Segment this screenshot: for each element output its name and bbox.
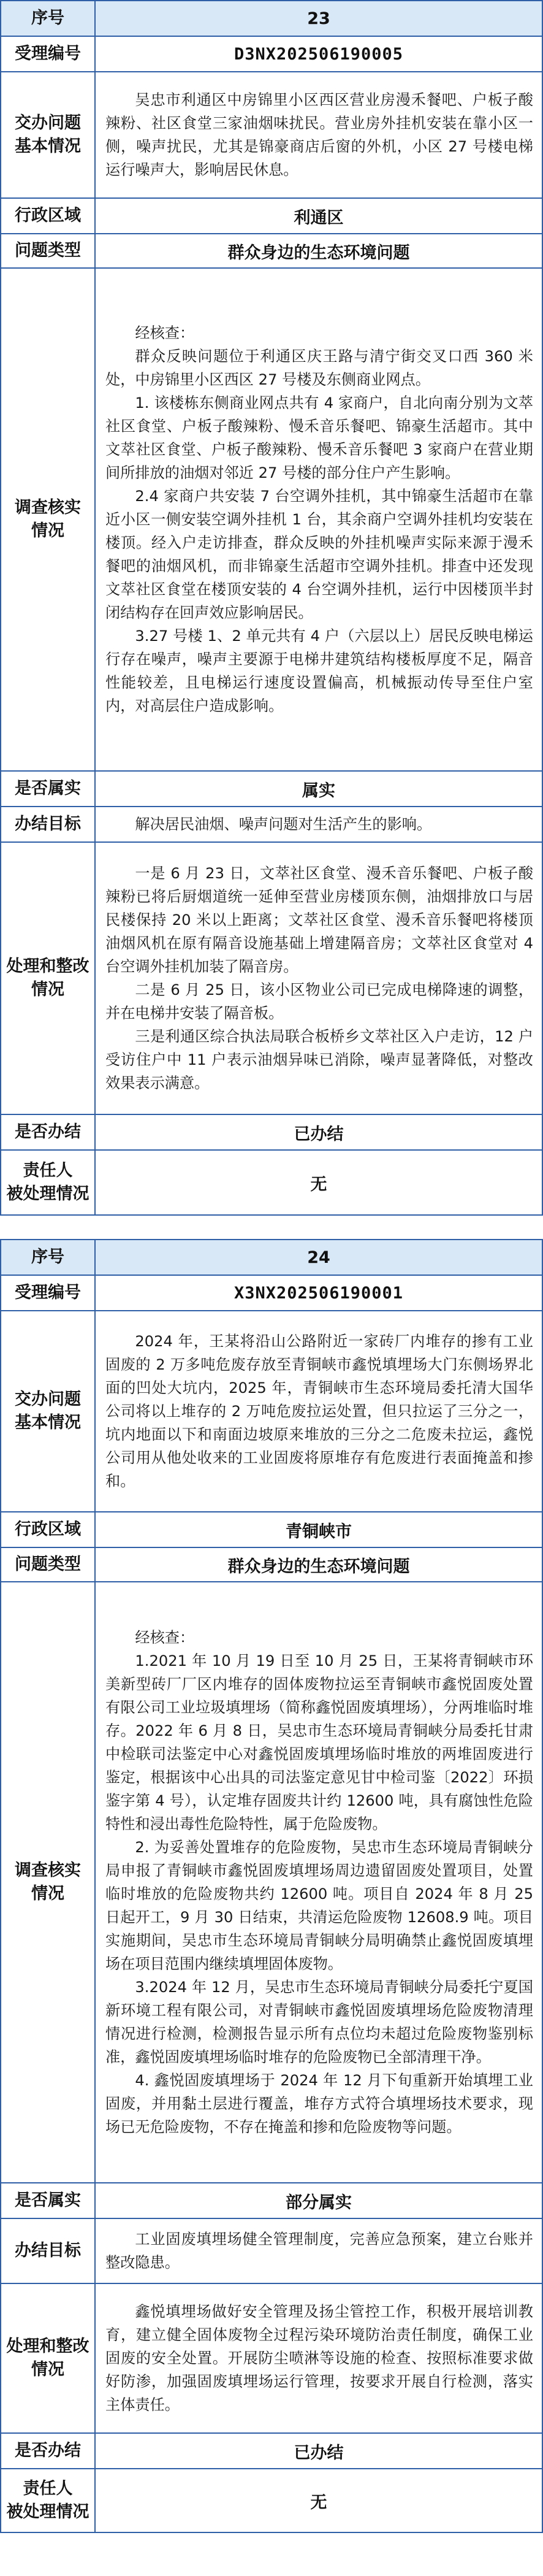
row-seq [1, 1240, 542, 1275]
goal-label: 办结目标 [1, 807, 95, 842]
type-label: 问题类型 [1, 234, 95, 268]
verify-label [1, 1582, 95, 2183]
done-label: 是否办结 [1, 1114, 95, 1150]
verify-paragraph: 群众反映问题位于利通区庆王路与清宁街交叉口西 360 米处，中房锦里小区西区 27 号楼及东侧商业网点。 [105, 348, 533, 388]
handle-value [95, 842, 542, 1114]
row-region [1, 1512, 542, 1547]
row-verify [1, 1582, 542, 2183]
row-person [1, 1150, 542, 1215]
verify-value [95, 268, 542, 771]
person-value: 无 [95, 2469, 542, 2532]
issue-value [95, 1311, 542, 1512]
issue-label-line1: 交办问题 [15, 1390, 81, 1409]
row-accept-no [1, 36, 542, 72]
accept-no-label: 受理编号 [1, 1275, 95, 1311]
verify-paragraph: 2.4 家商户共安装 7 台空调外挂机，其中锦豪生活超市在靠近小区一侧安装空调外挂机 1 台，其余商户空调外挂机均安装在楼顶。经入户走访排查，群众反映的外挂机噪声实际来源于漫禾餐吧的油烟风机，而非锦豪生活超市空调外挂机。排查中还发现文萃社区食堂在楼顶安装的 4 台空调外挂机，运行中因楼顶半封闭结构存在回声效应影响居民。 [105, 488, 533, 621]
goal-text: 工业固废填埋场健全管理制度，完善应急预案，建立台账并整改隐患。 [105, 2231, 533, 2271]
goal-value [95, 807, 542, 842]
row-goal [1, 2218, 542, 2283]
handle-paragraph: 三是利通区综合执法局联合板桥乡文萃社区入户走访，12 户受访住户中 11 户表示油烟异味已消除，噪声显著降低，对整改效果表示满意。 [105, 1028, 533, 1092]
row-accept-no [1, 1275, 542, 1311]
verify-paragraph: 3.27 号楼 1、2 单元共有 4 户（六层以上）居民反映电梯运行存在噪声，噪声主要源于电梯井建筑结构楼板厚度不足，隔音性能较差，且电梯运行速度设置偏高，机械振动传导至住户室内，对高层住户造成影响。 [105, 627, 533, 715]
verify-paragraph: 4. 鑫悦固废填埋场于 2024 年 12 月下旬重新开始填埋工业固废，并用黏土层进行覆盖，堆存方式符合填埋场技术要求，现场已无危险废物，不存在掩盖和掺和危险废物等问题。 [105, 2072, 533, 2136]
row-fact [1, 2183, 542, 2218]
done-value: 已办结 [95, 1114, 542, 1150]
region-label: 行政区域 [1, 198, 95, 234]
seq-label: 序号 [1, 1, 95, 36]
issue-label [1, 72, 95, 198]
accept-no-label: 受理编号 [1, 36, 95, 72]
verify-value [95, 1582, 542, 2183]
handle-paragraph: 二是 6 月 25 日，该小区物业公司已完成电梯降速的调整，并在电梯井安装了隔音板。 [105, 981, 534, 1022]
verify-paragraph: 经核查： [135, 1629, 195, 1646]
row-person [1, 2469, 542, 2532]
fact-value: 属实 [95, 771, 542, 807]
row-verify [1, 268, 542, 771]
type-value: 群众身边的生态环境问题 [95, 234, 542, 268]
goal-text: 解决居民油烟、噪声问题对生活产生的影响。 [135, 816, 432, 833]
row-fact [1, 771, 542, 807]
verify-paragraph: 经核查： [135, 324, 195, 342]
issue-text: 2024 年，王某将沿山公路附近一家砖厂内堆存的掺有工业固废的 2 万多吨危废存放至青铜峡市鑫悦填埋场大门东侧场界北面的凹处大坑内，2025 年，青铜峡市生态环境局委托清大国华公司将以上堆存的 2 万吨危废拉运处置，但只拉运了三分之一，坑内地面以下和南面边坡原来堆放的三分之二危废未拉运，鑫悦公司用从他处收来的工业固废将原堆存有危废进行表面掩盖和掺和。 [105, 1333, 533, 1490]
handle-label-line1: 处理和整改 [6, 2337, 89, 2356]
verify-label-line1: 调查核实 [15, 498, 81, 517]
issue-label-line2: 基本情况 [15, 137, 81, 156]
handle-label-line2: 情况 [31, 2360, 64, 2379]
region-label: 行政区域 [1, 1512, 95, 1547]
row-issue [1, 1311, 542, 1512]
verify-label-line2: 情况 [31, 521, 64, 540]
issue-value [95, 72, 542, 198]
row-handle [1, 2283, 542, 2433]
seq-value: 24 [95, 1240, 542, 1275]
handle-label-line2: 情况 [31, 980, 64, 999]
verify-paragraph: 1.2021 年 10 月 19 日至 10 月 25 日，王某将青铜峡市环美新型砖厂厂区内堆存的固体废物拉运至青铜峡市鑫悦固废处置有限公司工业垃圾填埋场（简称鑫悦固废填埋场），分两堆临时堆存。2022 年 6 月 8 日，吴忠市生态环境局青铜峡分局委托甘肃中检联司法鉴定中心对鑫悦固废填埋场临时堆放的两堆固废进行鉴定，根据该中心出具的司法鉴定意见甘中检司鉴〔2022〕环损鉴字第 4 号），认定堆存固废共计约 12600 吨，具有腐蚀性危险特性和浸出毒性危险特性，属于危险废物。 [105, 1652, 533, 1833]
goal-value [95, 2218, 542, 2283]
row-type [1, 234, 542, 268]
person-value: 无 [95, 1150, 542, 1215]
handle-label [1, 2283, 95, 2433]
row-done [1, 2433, 542, 2469]
case-table-2 [0, 1239, 543, 2533]
verify-label-line1: 调查核实 [15, 1861, 81, 1880]
verify-label [1, 268, 95, 771]
fact-label: 是否属实 [1, 2183, 95, 2218]
row-seq [1, 1, 542, 36]
row-done [1, 1114, 542, 1150]
person-label [1, 1150, 95, 1215]
seq-label: 序号 [1, 1240, 95, 1275]
done-value: 已办结 [95, 2433, 542, 2469]
case-table-1 [0, 0, 543, 1216]
person-label-line2: 被处理情况 [6, 1184, 89, 1203]
verify-paragraph: 3.2024 年 12 月，吴忠市生态环境局青铜峡分局委托宁夏国新环境工程有限公司，对青铜峡市鑫悦固废填埋场危险废物清理情况进行检测，检测报告显示所有点位均未超过危险废物鉴别标准，鑫悦固废填埋场临时堆存的危险废物已全部清理干净。 [105, 1979, 533, 2066]
person-label-line2: 被处理情况 [6, 2502, 89, 2521]
handle-paragraph: 一是 6 月 23 日，文萃社区食堂、漫禾音乐餐吧、户板子酸辣粉已将后厨烟道统一延伸至营业房楼顶东侧，油烟排放口与居民楼保持 20 米以上距离；文萃社区食堂、漫禾音乐餐吧将楼顶油烟风机在原有隔音设施基础上增建隔音房；文萃社区食堂对 4 台空调外挂机加装了隔音房。 [105, 865, 534, 975]
goal-label: 办结目标 [1, 2218, 95, 2283]
region-value: 利通区 [95, 198, 542, 234]
handle-label [1, 842, 95, 1114]
row-handle [1, 842, 542, 1114]
issue-text: 吴忠市利通区中房锦里小区西区营业房漫禾餐吧、户板子酸辣粉、社区食堂三家油烟味扰民。营业房外挂机安装在靠小区一侧，噪声扰民，尤其是锦豪商店后窗的外机，小区 27 号楼电梯运行噪声大，影响居民休息。 [105, 91, 533, 178]
region-value: 青铜峡市 [95, 1512, 542, 1547]
issue-label-line1: 交办问题 [15, 113, 81, 132]
handle-paragraph: 鑫悦填埋场做好安全管理及扬尘管控工作，积极开展培训教育，建立健全固体废物全过程污染环境防治责任制度，确保工业固废的安全处置。开展防尘喷淋等设施的检查、按照标准要求做好防渗，加强固废填埋场运行管理，按要求开展自行检测，落实主体责任。 [105, 2303, 533, 2413]
accept-no-value: X3NX202506190001 [95, 1275, 542, 1311]
done-label: 是否办结 [1, 2433, 95, 2469]
fact-label: 是否属实 [1, 771, 95, 807]
person-label-line1: 责任人 [23, 2479, 73, 2498]
row-goal [1, 807, 542, 842]
person-label-line1: 责任人 [23, 1161, 73, 1180]
seq-value: 23 [95, 1, 542, 36]
row-region [1, 198, 542, 234]
fact-value: 部分属实 [95, 2183, 542, 2218]
handle-value [95, 2283, 542, 2433]
issue-label [1, 1311, 95, 1512]
verify-paragraph: 1. 该楼栋东侧商业网点共有 4 家商户，自北向南分别为文萃社区食堂、户板子酸辣粉、慢禾音乐餐吧、锦豪生活超市。其中文萃社区食堂、户板子酸辣粉、慢禾音乐餐吧 3 家商户在营业期间所排放的油烟对邻近 27 号楼的部分住户产生影响。 [105, 394, 533, 481]
person-label [1, 2469, 95, 2532]
issue-label-line2: 基本情况 [15, 1413, 81, 1432]
row-type [1, 1547, 542, 1582]
row-issue [1, 72, 542, 198]
verify-paragraph: 2. 为妥善处置堆存的危险废物，吴忠市生态环境局青铜峡分局申报了青铜峡市鑫悦固废填埋场周边遗留固废处置项目，处置临时堆放的危险废物共约 12600 吨。项目自 2024 年 8 月 25 日起开工，9 月 30 日结束，共清运危险废物 12608.9 吨。项目实施期间，吴忠市生态环境局青铜峡分局明确禁止鑫悦固废填埋场在项目范围内继续填埋固体废物。 [105, 1839, 533, 1972]
type-value: 群众身边的生态环境问题 [95, 1547, 542, 1582]
accept-no-value: D3NX202506190005 [95, 36, 542, 72]
verify-label-line2: 情况 [31, 1884, 64, 1903]
type-label: 问题类型 [1, 1547, 95, 1582]
handle-label-line1: 处理和整改 [6, 957, 89, 976]
